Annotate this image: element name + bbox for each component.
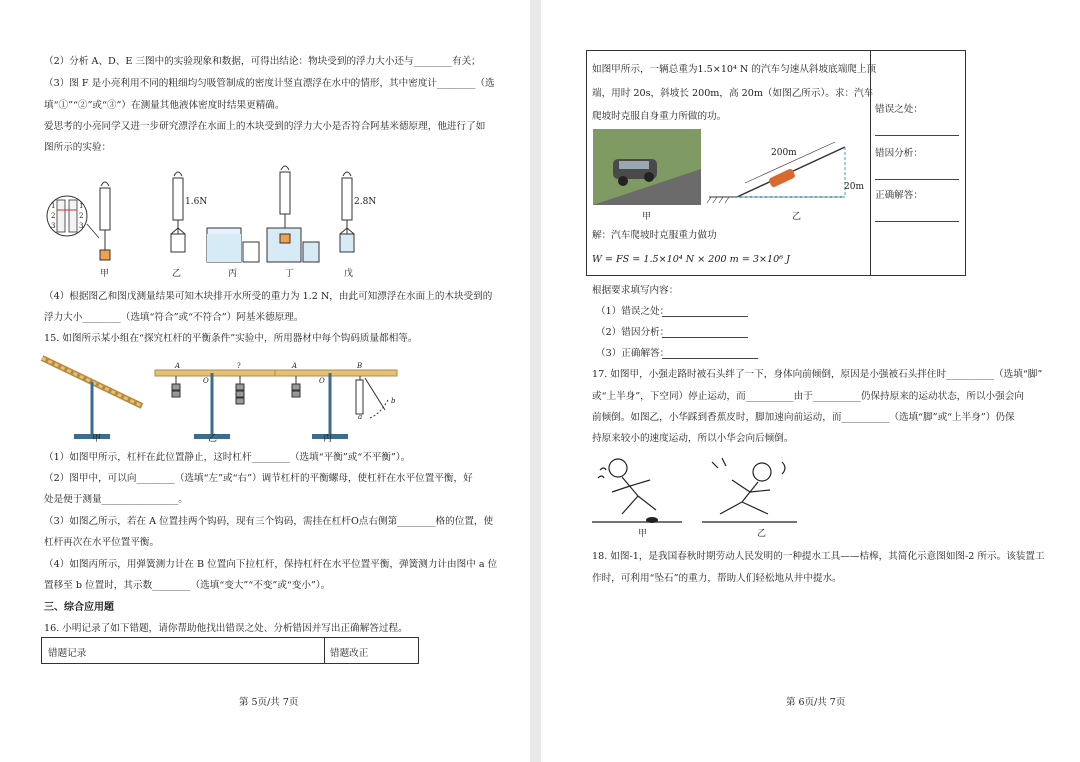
- fig-label-wu: 戊: [344, 269, 354, 279]
- q18-line-2: 作时，可利用“坠石”的重力，帮助人们轻松地从井中提水。: [592, 573, 842, 584]
- table-header-correction: 错题改正: [330, 648, 369, 659]
- q14-2-line: （2）分析 A、D、E 三图中的实验现象和数据，可得出结论：物块受到的浮力大小还与________有关；: [44, 56, 481, 67]
- fig-label-yi: 乙: [172, 269, 182, 279]
- solution-title: 解：汽车爬坡时克服重力做功: [592, 230, 717, 241]
- scale-mark: 2: [51, 212, 56, 220]
- slope-length-label: 200m: [771, 148, 797, 158]
- point-a: A: [175, 362, 181, 370]
- reading-1-6n: 1.6N: [185, 197, 208, 207]
- sketch-label-jia: 甲: [638, 529, 648, 539]
- page-number: 第 5页/共 7页: [239, 697, 299, 708]
- photo-label-jia: 甲: [642, 212, 652, 222]
- fig-label-bing: 丙: [228, 269, 238, 279]
- q15-3-line-2: 杠杆再次在水平位置平衡。: [44, 537, 160, 548]
- table-header-record: 错题记录: [48, 648, 87, 659]
- lever-label-yi: 乙: [208, 434, 218, 444]
- q14-extra-line-1: 爱思考的小亮同学又进一步研究漂浮在水面上的木块受到的浮力大小是否符合阿基米德原理，他进行了如: [44, 121, 486, 132]
- q14-4-line-2: 浮力大小________（选填“符合”或“不符合”）阿基米德原理。: [44, 312, 304, 323]
- fill-item-2: （2）错因分析：: [596, 327, 670, 338]
- side-correct-answer: 正确解答：: [875, 190, 923, 201]
- error-problem-box: [586, 50, 966, 276]
- exam-page-5: [0, 0, 530, 762]
- scale-mark: 3: [79, 222, 84, 230]
- q15-2-line-2: 处是便于测量________________。: [44, 494, 188, 505]
- side-error-analysis: 错因分析：: [875, 148, 923, 159]
- problem-line-3: 爬坡时克服自身重力所做的功。: [592, 111, 727, 122]
- scale-mark: 1: [51, 202, 56, 210]
- lever-label-jia: 甲: [92, 434, 102, 444]
- point-b: B: [357, 362, 363, 370]
- buoyancy-experiment-figure: [45, 168, 375, 278]
- point-question: ?: [237, 362, 241, 370]
- q17-line-4: 持原来较小的速度运动，所以小华会向后倾倒。: [592, 433, 794, 444]
- point-small-a: a: [358, 413, 363, 421]
- point-small-b: b: [391, 397, 396, 405]
- q17-line-2: 或“上半身”，下空同）停止运动，而__________由于__________仍保持原来的运动状态，所以小强会向: [592, 391, 1024, 402]
- q15-4-line-2: 置移至 b 位置时，其示数________（选填“变大”“不变”或“变小”）。: [44, 580, 331, 591]
- fig-label-ding: 丁: [285, 269, 295, 279]
- scale-mark: 1: [79, 202, 84, 210]
- q16-intro: 16. 小明记录了如下错题，请你帮助他找出错误之处、分析错因并写出正确解答过程。: [44, 623, 408, 634]
- problem-line-2: 端，用时 20s，斜坡长 200m，高 20m（如图乙所示）。求：汽车: [592, 88, 874, 99]
- q14-3-line-2: 填“①”“②”或“③”）在测量其他液体密度时结果更精确。: [44, 100, 285, 111]
- slope-height-label: 20m: [844, 182, 864, 192]
- q17-line-1: 17. 如图甲，小强走路时被石头绊了一下，身体向前倾倒，原因是小强被石头拌住时__________（选填“脚”: [592, 369, 1043, 380]
- error-record-table: [41, 637, 419, 664]
- problem-line-1: 如图甲所示，一辆总重为1.5×10⁴ N 的汽车匀速从斜坡底端爬上顶: [592, 64, 877, 75]
- side-error-location: 错误之处：: [875, 104, 923, 115]
- q15-1: （1）如图甲所示，杠杆在此位置静止，这时杠杆________（选填“平衡”或“不平衡”）。: [44, 452, 411, 463]
- q17-line-3: 前倾倒。如图乙，小华踩到香蕉皮时，脚加速向前运动，而__________（选填“脚”或“上半身”）仍保: [592, 412, 1015, 423]
- fill-item-1: （1）错误之处：: [596, 306, 670, 317]
- point-o: O: [319, 377, 325, 385]
- tripping-figures-sketch: [592, 452, 802, 530]
- scale-mark: 2: [79, 212, 84, 220]
- scale-mark: 3: [51, 222, 56, 230]
- fill-item-3: （3）正确解答：: [596, 348, 670, 359]
- q18-line-1: 18. 如图-1，是我国春秋时期劳动人民发明的一种提水工具——桔槔，其简化示意图如图-2 所示。该装置工: [592, 551, 1045, 562]
- solution-formula: W = FS = 1.5×10⁴ N × 200 m = 3×10⁶ J: [592, 254, 790, 265]
- q15-4-line-1: （4）如图丙所示，用弹簧测力计在 B 位置向下拉杠杆，保持杠杆在水平位置平衡，弹簧测力计由图中 a 位: [44, 559, 498, 570]
- fill-intro: 根据要求填写内容：: [592, 285, 679, 296]
- q15-2-line-1: （2）图甲中，可以向________（选填“左”或“右”）调节杠杆的平衡螺母，使杠杆在水平位置平衡，好: [44, 473, 473, 484]
- page-number: 第 6页/共 7页: [786, 697, 846, 708]
- lever-label-bing: 丙: [323, 434, 333, 444]
- sketch-label-yi: 乙: [757, 529, 767, 539]
- section-heading: 三、综合应用题: [44, 602, 114, 613]
- car-photo: [593, 129, 701, 205]
- q14-extra-line-2: 图所示的实验：: [44, 142, 112, 153]
- q15-3-line-1: （3）如图乙所示，若在 A 位置挂两个钩码，现有三个钩码，需挂在杠杆O点右侧第________格的位置，使: [44, 516, 494, 527]
- point-a: A: [292, 362, 298, 370]
- q14-4-line-1: （4）根据图乙和图戊测量结果可知木块排开水所受的重力为 1.2 N，由此可知漂浮在水面上的木块受到的: [44, 291, 493, 302]
- fig-label-jia: 甲: [100, 269, 110, 279]
- reading-2-8n: 2.8N: [354, 197, 377, 207]
- diagram-label-yi: 乙: [792, 212, 802, 222]
- point-o: O: [203, 377, 209, 385]
- q14-3-line-1: （3）图 F 是小亮利用不同的粗细均匀吸管制成的密度计竖直漂浮在水中的情形，其中密度计________（选: [44, 78, 495, 89]
- q15-intro: 15. 如图所示某小组在“探究杠杆的平衡条件”实验中，所用器材中每个钩码质量都相等。: [44, 333, 418, 344]
